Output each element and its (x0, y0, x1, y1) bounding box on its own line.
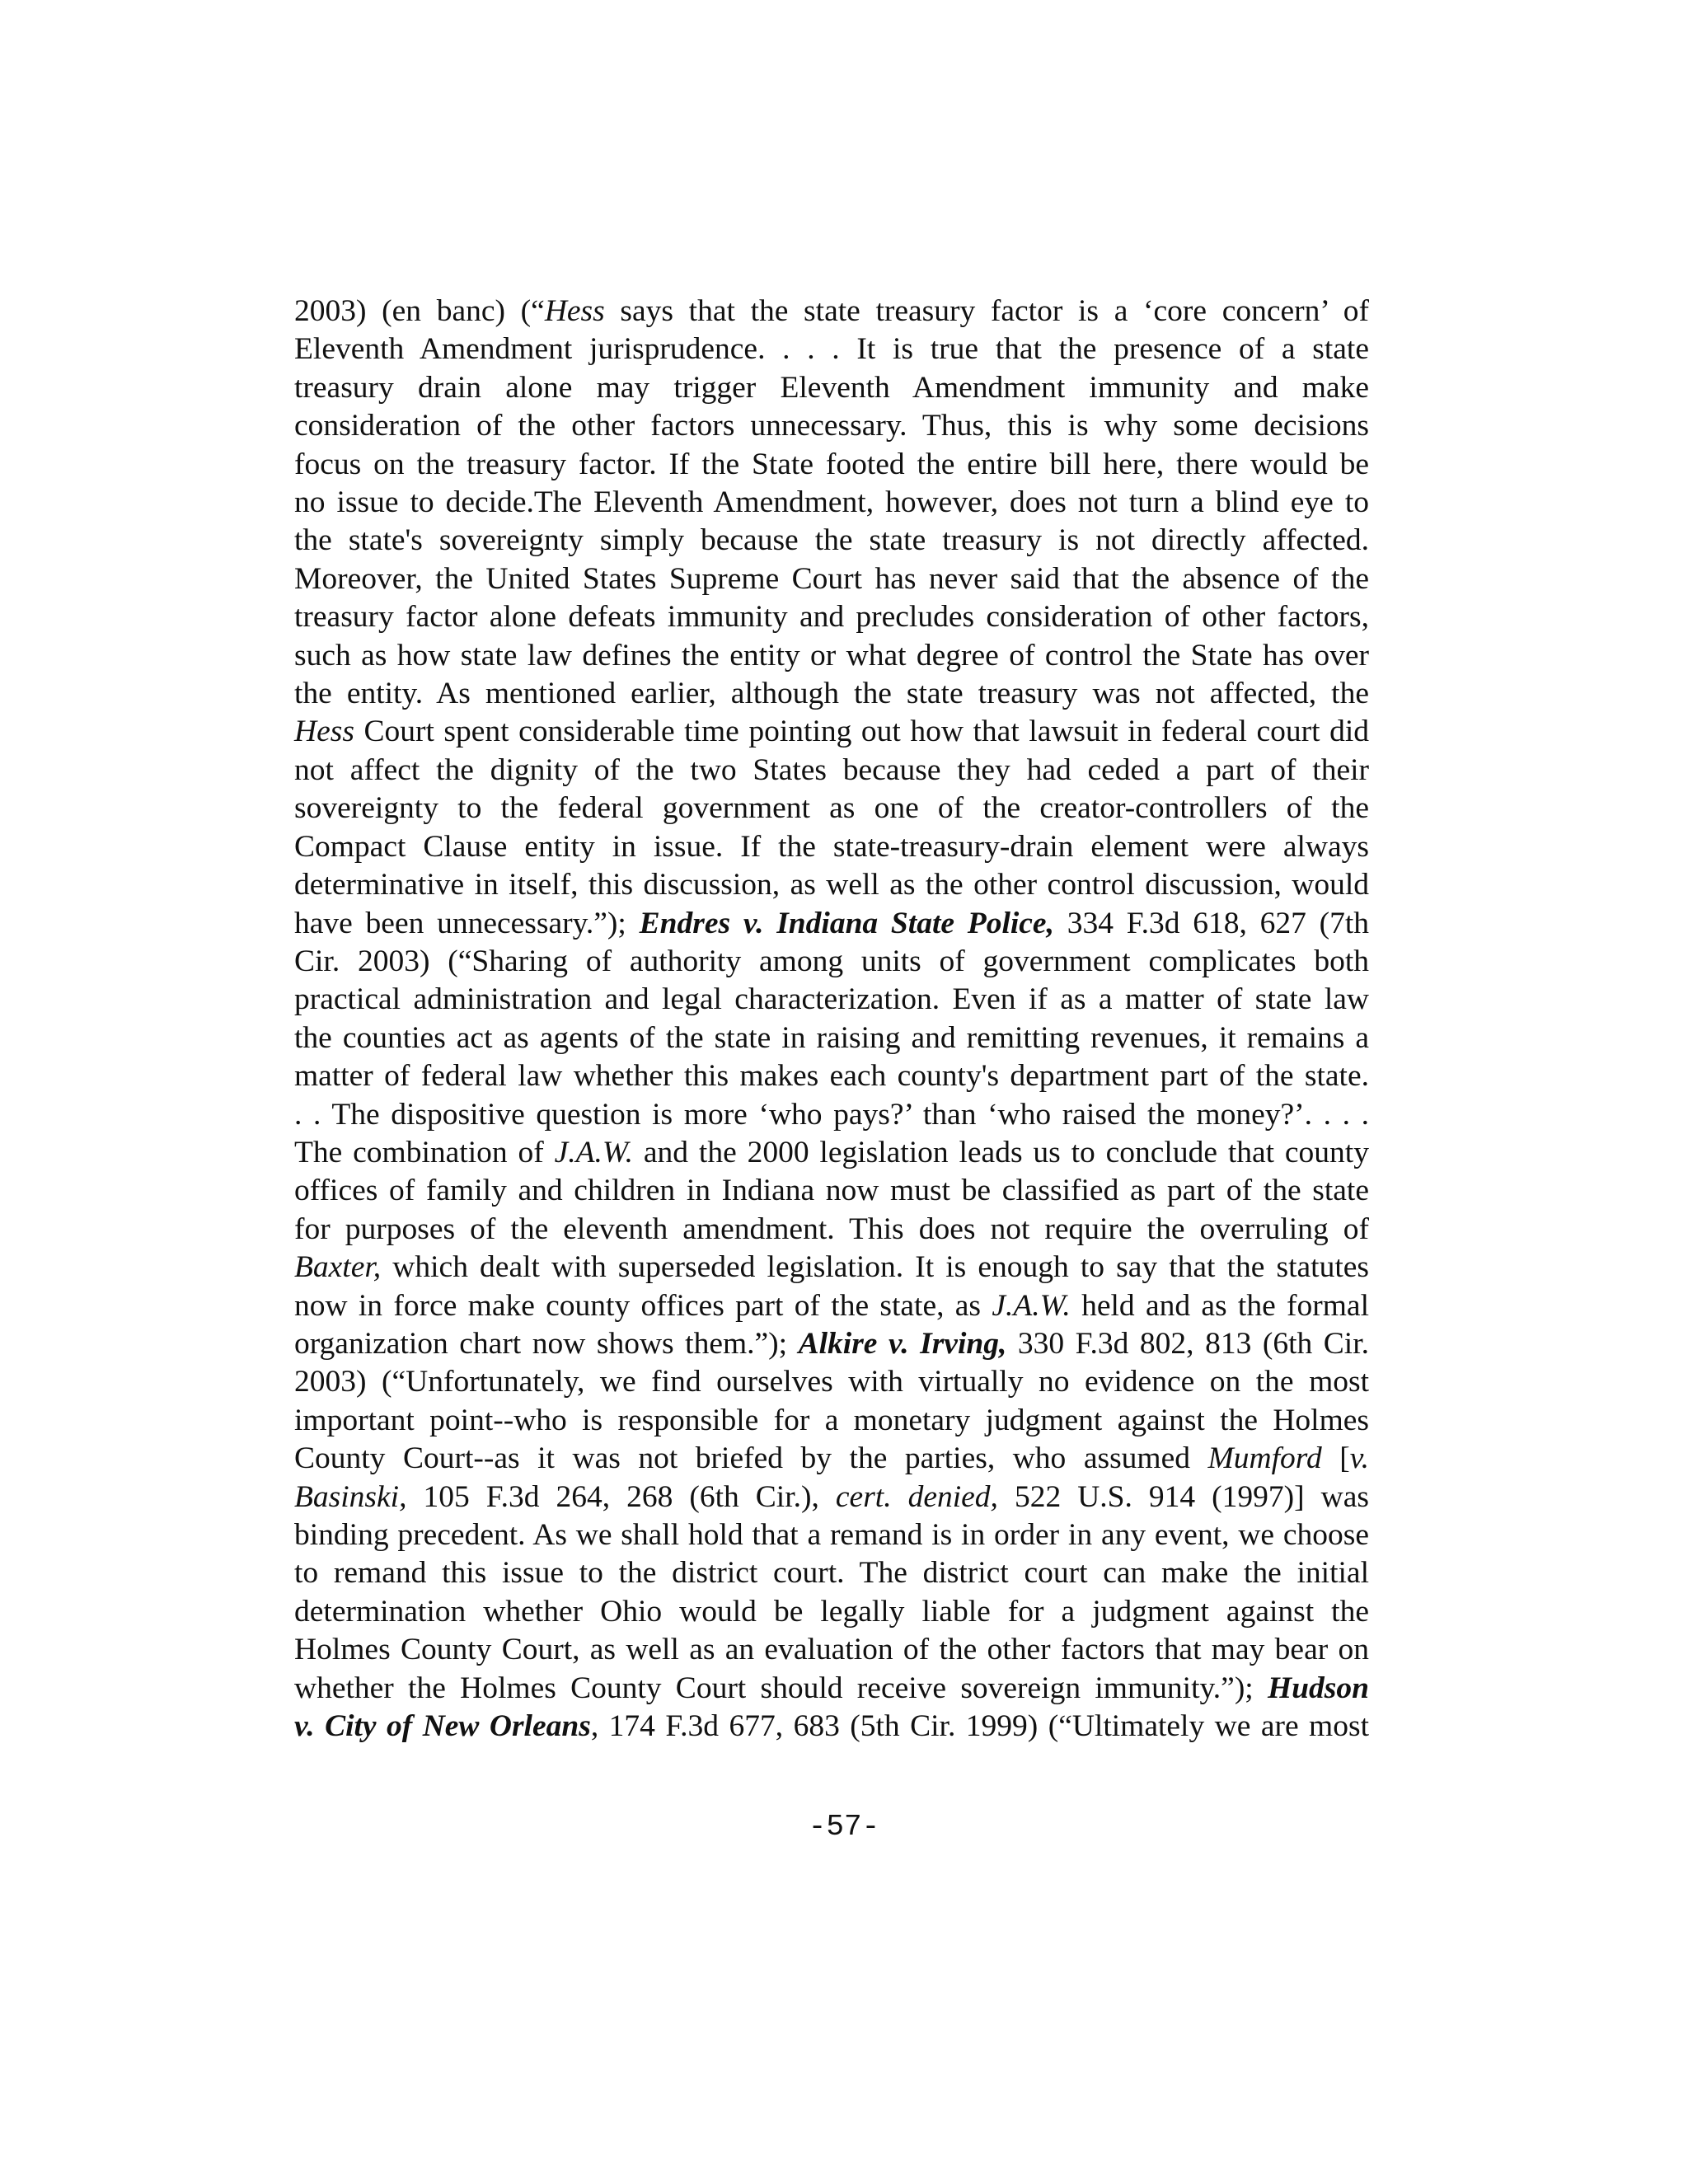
text-line (294, 1249, 1369, 1286)
text-run: The combination of (294, 1135, 555, 1169)
text-line (294, 293, 1369, 330)
text-run: the counties act as agents of the state in raising and remitting revenues, it remains a (294, 1020, 1369, 1055)
text-line (294, 1516, 1369, 1554)
text-line (294, 866, 1369, 904)
text-line (294, 1670, 1369, 1708)
page-number: -57- (808, 1810, 880, 1844)
text-line (294, 1019, 1369, 1057)
text-run: now in force make county offices part of the state, as (294, 1288, 992, 1323)
text-line (294, 1134, 1369, 1172)
text-run: offices of family and children in Indiana now must be classified as part of the state (294, 1174, 1369, 1208)
text-run: Cir. 2003) (“Sharing of authority among units of government complicates both (294, 944, 1369, 978)
italic-text: Mumford (1207, 1441, 1322, 1476)
italic-text: J.A.W. (992, 1288, 1071, 1323)
text-line (294, 1631, 1369, 1669)
text-run: consideration of the other factors unnecessary. Thus, this is why some decisions (294, 409, 1369, 443)
text-run: held and as the formal (1070, 1288, 1369, 1323)
text-line (294, 1479, 1369, 1516)
text-run: [ (1321, 1441, 1350, 1476)
text-line (294, 713, 1369, 751)
text-run: Holmes County Court, as well as an evaluation of the other factors that may bear on (294, 1633, 1369, 1667)
text-run: which dealt with superseded legislation. It is enough to say that the statutes (381, 1250, 1369, 1285)
text-line (294, 1325, 1369, 1363)
text-line (294, 1402, 1369, 1440)
case-citation: v. City of New Orleans (294, 1709, 591, 1744)
text-run: says that the state treasury factor is a ‘core concern’ of (604, 294, 1370, 328)
text-line (294, 1211, 1369, 1249)
text-line (294, 1287, 1369, 1325)
text-run: to remand this issue to the district court. The district court can make the initial (294, 1556, 1369, 1591)
text-run: determination whether Ohio would be legally liable for a judgment against the (294, 1594, 1369, 1629)
text-line (294, 905, 1369, 943)
text-line (294, 446, 1369, 484)
text-run: Court spent considerable time pointing out how that lawsuit in federal court did (354, 715, 1369, 749)
italic-text: cert. denied, (835, 1479, 998, 1514)
text-run: for purposes of the eleventh amendment. This does not require the overruling of (294, 1212, 1369, 1246)
text-run: the state's sovereignty simply because the state treasury is not directly affected. (294, 523, 1369, 558)
text-line (294, 1096, 1369, 1134)
text-line (294, 752, 1369, 790)
text-run: matter of federal law whether this makes each county's department part of the state. (294, 1059, 1369, 1094)
text-line (294, 1172, 1369, 1210)
text-line (294, 407, 1369, 445)
text-run: focus on the treasury factor. If the State footed the entire bill here, there would be (294, 447, 1369, 481)
text-line (294, 637, 1369, 675)
text-run: County Court--as it was not briefed by the parties, who assumed (294, 1441, 1208, 1476)
text-run: Moreover, the United States Supreme Court has never said that the absence of the (294, 561, 1369, 596)
text-line (294, 1708, 1369, 1746)
text-run: no issue to decide.The Eleventh Amendment, however, does not turn a blind eye to (294, 485, 1369, 520)
text-run: treasury drain alone may trigger Eleventh Amendment immunity and make (294, 370, 1369, 405)
case-citation: Endres v. Indiana State Police, (639, 906, 1054, 940)
text-run: organization chart now shows them.”); (294, 1326, 799, 1361)
text-run: treasury factor alone defeats immunity and precludes consideration of other factors, (294, 600, 1369, 635)
case-citation: Alkire v. Irving, (798, 1326, 1007, 1361)
text-run: 330 F.3d 802, 813 (6th Cir. (1006, 1326, 1370, 1361)
italic-text: v. (1349, 1441, 1369, 1476)
text-run: important point--who is responsible for a monetary judgment against the Holmes (294, 1403, 1369, 1437)
body-text (294, 293, 1369, 1746)
text-line (294, 1057, 1369, 1095)
italic-text: Hess (294, 715, 354, 749)
italic-text: Basinski, (294, 1479, 407, 1514)
text-run: Eleventh Amendment jurisprudence. . . . It is true that the presence of a state (294, 332, 1369, 367)
text-run: and the 2000 legislation leads us to conclude that county (633, 1135, 1369, 1169)
italic-text: Hess (544, 294, 605, 328)
text-line (294, 828, 1369, 866)
text-run: 2003) (“Unfortunately, we find ourselves with virtually no evidence on the most (294, 1365, 1369, 1399)
text-line (294, 1440, 1369, 1478)
text-line (294, 943, 1369, 981)
text-run: sovereignty to the federal government as one of the creator-controllers of the (294, 791, 1369, 826)
text-run: the entity. As mentioned earlier, although the state treasury was not affected, the (294, 677, 1369, 711)
italic-text: J.A.W. (554, 1135, 634, 1169)
text-line (294, 675, 1369, 713)
text-line (294, 330, 1369, 368)
text-run: whether the Holmes County Court should receive sovereign immunity.”); (294, 1671, 1268, 1705)
text-line (294, 598, 1369, 636)
text-run: 105 F.3d 264, 268 (6th Cir.), (406, 1479, 836, 1514)
case-citation: Hudson (1268, 1671, 1369, 1705)
text-line (294, 369, 1369, 407)
text-run: determinative in itself, this discussion, as well as the other control discussion, would (294, 868, 1369, 902)
text-line (294, 1554, 1369, 1592)
text-run: have been unnecessary.”); (294, 906, 640, 940)
text-line (294, 522, 1369, 560)
italic-text: Baxter, (294, 1250, 382, 1285)
text-run: 2003) (en banc) (“ (294, 294, 545, 328)
text-line (294, 1593, 1369, 1631)
text-line (294, 981, 1369, 1019)
text-run: , 174 F.3d 677, 683 (5th Cir. 1999) (“Ultimately we are most (590, 1709, 1369, 1744)
text-line (294, 1363, 1369, 1401)
text-run: . . The dispositive question is more ‘who pays?’ than ‘who raised the money?’. . . . (294, 1097, 1369, 1132)
text-line (294, 484, 1369, 522)
text-run: Compact Clause entity in issue. If the state-treasury-drain element were always (294, 829, 1369, 864)
text-run: practical administration and legal characterization. Even if as a matter of state law (294, 982, 1369, 1017)
text-line (294, 790, 1369, 827)
text-run: such as how state law defines the entity or what degree of control the State has over (294, 638, 1369, 673)
text-line (294, 560, 1369, 598)
text-run: not affect the dignity of the two States because they had ceded a part of their (294, 752, 1369, 787)
text-run: 522 U.S. 914 (1997)] was (997, 1479, 1369, 1514)
text-run: 334 F.3d 618, 627 (7th (1053, 906, 1370, 940)
text-run: binding precedent. As we shall hold that a remand is in order in any event, we choose (294, 1518, 1369, 1552)
